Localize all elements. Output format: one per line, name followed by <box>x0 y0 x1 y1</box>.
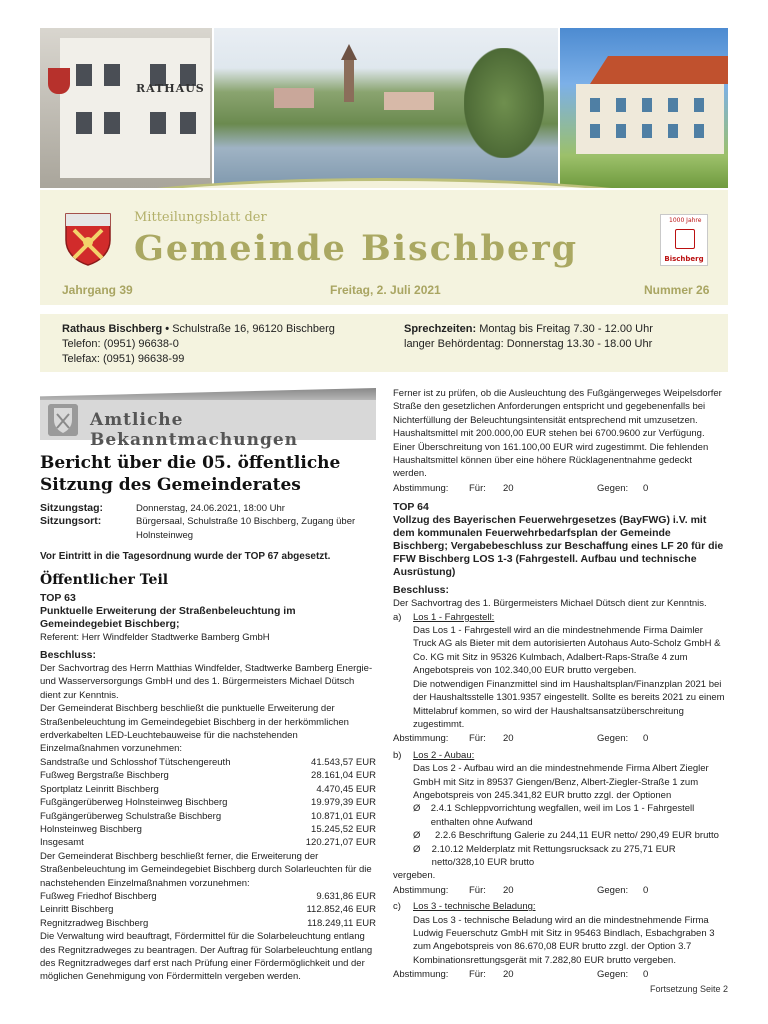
vote-row: Abstimmung: Für: 20 Gegen: 0 <box>393 733 649 745</box>
list-item: Fußgängerüberweg Holnsteinweg Bischberg 19.979,39 EUR <box>40 797 376 809</box>
list-item: Sandstraße und Schlosshof Tütschengereuth 41.543,57 EUR <box>40 756 376 768</box>
list-item: Leinritt Bischberg 112.852,46 EUR <box>40 904 376 916</box>
top63-cont-paragraph-2: Haushaltsmittel mit 200.000,00 EUR stehen bei 6700.9600 zur Verfügung. Einer Überschreitung von 161.100,00 EUR wird zugestimmt. Die fehlenden Haushaltsmittel können über eine höhere Rücklagenentnahme gedeckt werden. <box>393 428 709 480</box>
list-item: Fußweg Friedhof Bischberg 9.631,86 EUR <box>40 890 376 902</box>
top63-referent: Referent: Herr Windfelder Stadtwerke Bamberg GmbH <box>40 631 270 643</box>
list-item: Ø 2.2.6 Beschriftung Galerie zu 244,11 EUR netto/ 290,49 EUR brutto <box>413 830 719 842</box>
los2-title: Los 2 - Aubau: <box>413 749 475 761</box>
report-heading: Bericht über die 05. öffentliche Sitzung des Gemeinderates <box>40 453 341 495</box>
top63-paragraph-2: Der Gemeinderat Bischberg beschließt die punktuelle Erweiterung der Straßenbeleuchtung im Gemeindegebiet Bischberg in der herkömmlichen erdverkabelten LED-Leuchtebauweise für die nachstehenden Einzelmaßnahmen vorzunehmen: <box>40 703 349 755</box>
right-column <box>393 387 728 985</box>
jubilee-bottom-text: Bischberg <box>664 255 704 263</box>
sprechzeiten-label: Sprechzeiten: <box>404 323 477 335</box>
behoerdentag: langer Behördentag: Donnerstag 13.30 - 18.00 Uhr <box>404 338 653 350</box>
los2-block: b) Los 2 - Aubau: Das Los 2 - Aufbau wird an die mindestnehmende Firma Albert Ziegler GmbH mit Sitz in 89537 Giengen/Benz, Albert-Ziegler-Straße 1 zum Angebotspreis von 245.341,82 EUR brutto zzgl. der Optionen Ø 2.4.1 Schleppvorrichtung wegfallen, weil im Los 1 - Fahrgestell enthalten ohne Aufwand Ø 2.2.6 Beschriftung Galerie zu 244,11 EUR netto/ 290,49 EUR brutto Ø 2.10.12 Melderplatz mit Rettungsrucksack zu 275,71 EUR netto/328,10 EUR brutto <box>393 749 728 870</box>
sitzungstag-value: Donnerstag, 24.06.2021, 18:00 Uhr <box>136 503 285 514</box>
rathaus-name: Rathaus Bischberg • <box>62 323 170 335</box>
los2-text: Das Los 2 - Aufbau wird an die mindestnehmende Firma Albert Ziegler GmbH mit Sitz in 89537 Giengen/Benz, Albert-Ziegler-Straße 1 zum Angebotspreis von 245.341,82 EUR brutto zzgl. der Optionen <box>413 763 709 801</box>
contact-bar <box>40 314 728 372</box>
top64-number: TOP 64 <box>393 501 429 514</box>
list-item-total: Insgesamt 120.271,07 EUR <box>40 837 376 849</box>
rathaus-address: Schulstraße 16, 96120 Bischberg <box>172 323 335 335</box>
vote-row: Abstimmung: Für: 20 Gegen: 0 <box>393 482 649 494</box>
sitzungstag-label: Sitzungstag: <box>40 502 103 514</box>
los1-block: a) Los 1 - Fahrgestell: Das Los 1 - Fahrgestell wird an die mindestnehmende Firma Daimler Truck AG als Bieter mit dem autorisierten Autohaus Auto-Scholz GmbH & Co. KG mit Sitz in 95326 Kulmbach, Adalbert-Raps-Straße 4 zum Angebotspreis von 102.340,00 EUR brutto vergeben. Die notwendigen Finanzmittel sind im Haushaltsplan/Finanzplan 2021 bei der Haushaltsstelle 1301.9357 eingestellt. Sollte es bereits 2021 zu einem Mittelabruf kommen, so wird der Haushaltsansatzüberschreitung zugestimmt. <box>393 611 728 732</box>
list-item: Fußweg Bergstraße Bischberg 28.161,04 EUR <box>40 770 376 782</box>
oeffentlicher-teil-heading: Öffentlicher Teil <box>40 571 169 588</box>
list-item: Sportplatz Leinritt Bischberg 4.470,45 EUR <box>40 783 376 795</box>
village-lake-photo <box>214 28 558 188</box>
top64-beschluss-label: Beschluss: <box>393 584 450 597</box>
top63-paragraph-3: Der Gemeinderat Bischberg beschließt ferner, die Erweiterung der Straßenbeleuchtung im Gemeindegebiet Bischberg durch Solarleuchten für die nachstehenden Einzelmaßnahmen vorzunehmen: <box>40 850 372 889</box>
header-photo-strip <box>40 28 728 188</box>
left-column <box>40 452 376 984</box>
sprechzeiten-value: Montag bis Freitag 7.30 - 12.00 Uhr <box>479 323 653 335</box>
los3-text: Das Los 3 - technische Beladung wird an die mindestnehmende Firma Ludwig Feuerschutz GmbH mit Sitz in 95463 Bindlach, Esbachgraben 3 zum Angebotspreis von 86.670,08 EUR brutto zzgl. der Option 3.7 Kombinationsrettungsgerät mit 7.282,80 EUR brutto vergeben. <box>413 914 715 966</box>
jubilee-top-text: 1000 Jahre <box>669 217 702 224</box>
masthead-title: Gemeinde Bischberg <box>134 228 579 269</box>
los3-block: c) Los 3 - technische Beladung: Das Los 3 - technische Beladung wird an die mindestnehmende Firma Ludwig Feuerschutz GmbH mit Sitz in 95463 Bindlach, Esbachgraben 3 zum Angebotspreis von 86.670,08 EUR brutto zzgl. der Option 3.7 Kombinationsrettungsgerät mit 7.282,80 EUR brutto vergeben. <box>393 900 728 967</box>
rathaus-telefon: Telefon: (0951) 96638-0 <box>62 338 179 350</box>
rathaus-photo <box>40 28 212 188</box>
top63-cont-paragraph-1: Ferner ist zu prüfen, ob die Ausleuchtung des Fußgängerweges Weipelsdorfer Straße den gesetzlichen Anforderungen entspricht und gegebenenfalls bei Nichterfüllung der Beleuchtungsintensität entsprechend mit umzusetzen. <box>393 388 722 426</box>
los1-title: Los 1 - Fahrgestell: <box>413 611 495 623</box>
list-item: Holnsteinweg Bischberg 15.245,52 EUR <box>40 823 376 835</box>
led-measures-list <box>40 756 376 850</box>
vote-row: Abstimmung: Für: 20 Gegen: 0 <box>393 884 649 896</box>
los1-text: Das Los 1 - Fahrgestell wird an die mindestnehmende Firma Daimler Truck AG als Bieter mit dem autorisierten Autohaus Auto-Scholz GmbH & Co. KG mit Sitz in 95326 Kulmbach, Adalbert-Raps-Straße 4 zum Angebotspreis von 102.340,00 EUR brutto vergeben. <box>413 625 721 677</box>
top63-beschluss-label: Beschluss: <box>40 649 97 662</box>
sitzungsort-label: Sitzungsort: <box>40 515 102 528</box>
top63-title: Punktuelle Erweiterung der Straßenbeleuchtung im Gemeindegebiet Bischberg; <box>40 604 296 630</box>
jubilee-logo <box>660 214 708 266</box>
list-item: Ø 2.10.12 Melderplatz mit Rettungsrucksack zu 275,71 EUR netto/328,10 EUR brutto <box>413 843 676 868</box>
top64-paragraph: Der Sachvortrag des 1. Bürgermeisters Michael Dütsch dient zur Kenntnis. <box>393 598 707 610</box>
list-item: Regnitzradweg Bischberg 118.249,11 EUR <box>40 917 376 929</box>
rathaus-telefax: Telefax: (0951) 96638-99 <box>62 353 185 365</box>
sitzungsort-value: Bürgersaal, Schulstraße 10 Bischberg, Zugang über Holnsteinweg <box>136 516 356 541</box>
church-icon <box>675 229 695 249</box>
solar-measures-list <box>40 890 376 930</box>
masthead <box>40 190 728 305</box>
rathaus-sign: RATHAUS <box>136 82 205 95</box>
section-banner-title: Amtliche Bekanntmachungen <box>90 410 299 450</box>
vote-row: Abstimmung: Für: 20 Gegen: 0 <box>393 969 649 981</box>
issue-date: Freitag, 2. Juli 2021 <box>330 283 441 297</box>
vor-eintritt-note: Vor Eintritt in die Tagesordnung wurde der TOP 67 abgesetzt. <box>40 551 331 563</box>
crest-icon <box>48 404 78 436</box>
section-banner <box>40 388 376 450</box>
list-item: Fußgängerüberweg Schulstraße Bischberg 10.871,01 EUR <box>40 810 376 822</box>
top63-paragraph-1: Der Sachvortrag des Herrn Matthias Windfelder, Stadtwerke Bamberg Energie- und Wasserversorgungs GmbH und des 1. Bürgermeisters Michael Dütsch dient zur Kenntnis. <box>40 663 373 701</box>
masthead-subtitle: Mitteilungsblatt der <box>134 210 267 225</box>
issue-number: Nummer 26 <box>644 283 710 297</box>
los2-end: vergeben. <box>393 870 436 882</box>
top64-title: Vollzug des Bayerischen Feuerwehrgesetzes (BayFWG) i.V. mit dem kommunalen Feuerwehrbedarfsplan der Gemeinde Bischberg; Vergabebeschluss zur Beschaffung eines LF 20 für die FFW Bischberg LOS 1-3 (Fahrgestell. Aufbau und technische Ausrüstung) <box>393 514 724 579</box>
los3-title: Los 3 - technische Beladung: <box>413 901 536 913</box>
los1-text-2: Die notwendigen Finanzmittel sind im Haushaltsplan/Finanzplan 2021 bei der Haushaltsstelle 1301.9357 eingestellt. Sollte es bereits 2021 zu einem Mittelabruf kommen, so wird der Haushaltsansatzüberschreitung zugestimmt. <box>413 678 725 730</box>
coat-of-arms-icon <box>64 212 112 266</box>
jahrgang: Jahrgang 39 <box>62 283 133 297</box>
top63-number: TOP 63 <box>40 591 76 604</box>
continuation-link[interactable]: Fortsetzung Seite 2 <box>649 984 728 994</box>
list-item: Ø 2.4.1 Schleppvorrichtung wegfallen, weil im Los 1 - Fahrgestell enthalten ohne Aufwand <box>413 803 695 828</box>
schloss-photo <box>560 28 728 188</box>
top63-paragraph-4: Die Verwaltung wird beauftragt, Fördermittel für die Solarbeleuchtung entlang des Regnitzradweges zu beantragen. Der Auftrag für Solarbeleuchtung entlang des Regnitzradweges darf erst nach Prüfung einer Fördermöglichkeit und der möglichen Genehmigung von Fördermitteln vergeben werden. <box>40 931 373 983</box>
